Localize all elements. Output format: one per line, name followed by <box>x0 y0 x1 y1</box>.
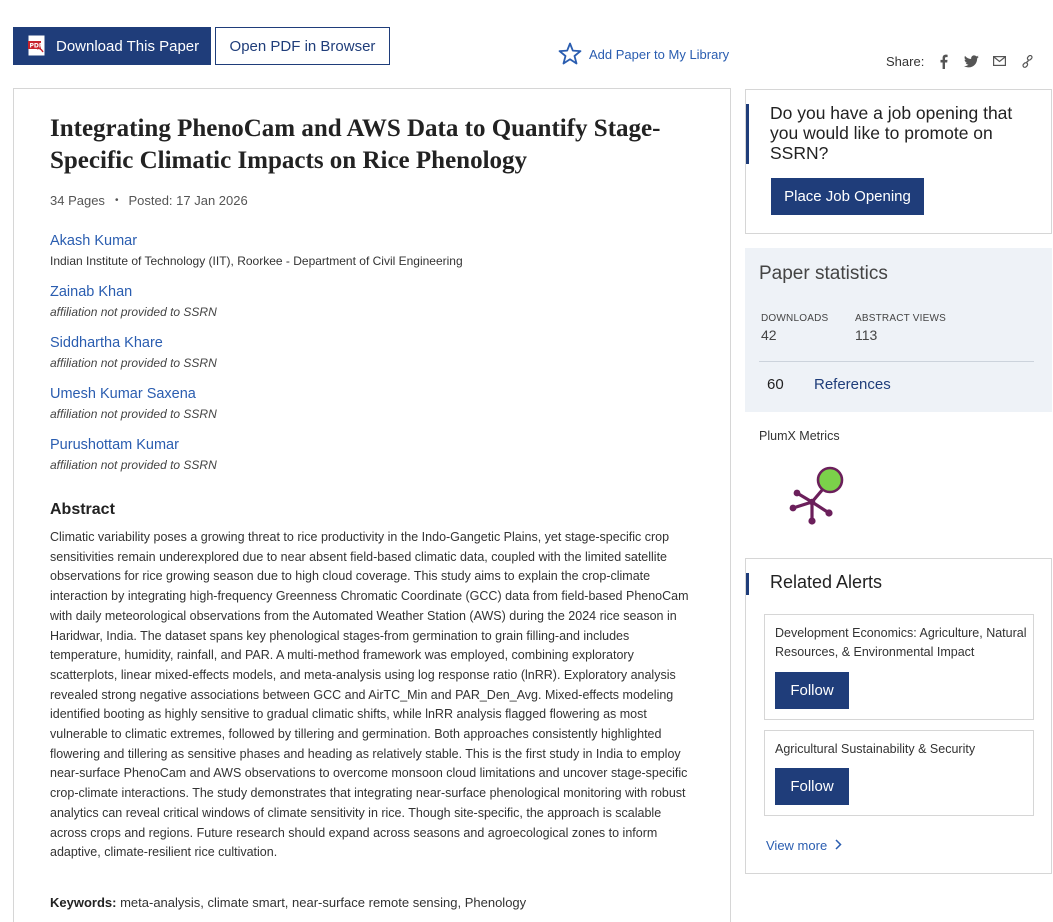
email-icon[interactable] <box>990 53 1008 69</box>
keywords-label: Keywords: <box>50 895 117 910</box>
author-name-link[interactable]: Siddhartha Khare <box>50 335 163 351</box>
author-list <box>50 232 463 487</box>
keywords-value: meta-analysis, climate smart, near-surface remote sensing, Phenology <box>120 895 527 910</box>
stats-title: Paper statistics <box>759 263 888 284</box>
paper-main-panel <box>13 88 731 922</box>
stats-divider <box>759 361 1034 362</box>
add-to-library-link[interactable] <box>558 42 729 66</box>
author-name-link[interactable]: Umesh Kumar Saxena <box>50 386 196 402</box>
link-icon[interactable] <box>1018 53 1036 69</box>
abstract-text: Climatic variability poses a growing threat to rice productivity in the Indo-Gangetic Plains, yet stage-specific crop sensitivities remain underexplored due to near absent field-based climatic data, coupled with the limited satellite observations for rice growing season due to high cloud coverage. This study aims to explain the crop-climate interaction by integrating high-frequency Greenness Chromatic Coordinate (GCC) data from field-based PhenoCam with daily meteorological observations from the Automated Weather Station (AWS) during the 2024 rice season in Haridwar, India. The dataset spans key phenological stages-from germination to grain filling-and includes temperature, humidity, rainfall, and PAR. A multi-method framework was employed, combining exploratory scatterplots, linear mixed-effects models, and meta-analysis using log response ratio (lnRR). Exploratory analysis revealed strong negative associations between GCC and AirTC_Min and PAR_Den_Avg. Mixed-effects modeling identified booting as highly sensitive to gradual climatic shifts, while lnRR analysis flagged flowering as most vulnerable to climatic extremes, followed by tillering and germination. Both approaches consistently highlighted flowering and tillering as sensitive phases and heading as relatively stable. This is the first study in India to employ near-surface PhenoCam and AWS observations to overcome monsoon cloud limitations and uncover stage-specific crop-climate interactions. The study demonstrates that integrating near-surface phenological monitoring with robust analytics can reveal critical windows of climate sensitivity in rice. Though site-specific, the approach is scalable across crops and regions. Future research should expand across seasons and agroecological zones to inform adaptive, climate-resilient rice cultivation. <box>50 530 689 860</box>
plumx-label: PlumX Metrics <box>759 429 840 443</box>
author-affiliation: affiliation not provided to SSRN <box>50 356 217 370</box>
author-name-link[interactable]: Zainab Khan <box>50 284 133 300</box>
job-promo-box <box>745 89 1052 234</box>
twitter-icon[interactable] <box>962 53 980 69</box>
share-label: Share: <box>886 53 925 69</box>
star-icon <box>558 42 582 66</box>
author-entry <box>50 232 463 269</box>
page-count: 34 Pages <box>50 193 105 208</box>
paper-statistics-box <box>745 248 1052 412</box>
accent-bar <box>746 104 749 164</box>
downloads-value: 42 <box>761 327 777 343</box>
open-pdf-label: Open PDF in Browser <box>229 37 376 55</box>
related-alerts-title: Related Alerts <box>770 572 883 592</box>
place-job-button[interactable] <box>771 178 924 215</box>
author-affiliation: affiliation not provided to SSRN <box>50 458 217 472</box>
related-alerts-box <box>745 558 1052 874</box>
follow-button[interactable] <box>775 768 849 805</box>
abstract-views-label: ABSTRACT VIEWS <box>855 313 946 324</box>
view-more-link[interactable] <box>766 837 842 853</box>
author-affiliation: Indian Institute of Technology (IIT), Roorkee - Department of Civil Engineering <box>50 254 463 268</box>
paper-title: Integrating PhenoCam and AWS Data to Quantify Stage-Specific Climatic Impacts on Rice Phenology <box>50 115 661 174</box>
author-affiliation: affiliation not provided to SSRN <box>50 305 217 319</box>
abstract-heading: Abstract <box>50 501 115 518</box>
open-pdf-button[interactable] <box>215 27 390 65</box>
alert-card <box>764 730 1034 816</box>
job-promo-text: Do you have a job opening that you would like to promote on SSRN? <box>770 103 1013 163</box>
download-paper-button[interactable] <box>13 27 211 65</box>
keywords-line <box>50 895 526 910</box>
accent-bar <box>746 573 749 595</box>
follow-label: Follow <box>790 778 834 795</box>
share-bar <box>886 53 1036 69</box>
references-link[interactable]: References <box>814 376 891 393</box>
references-count: 60 <box>767 376 784 393</box>
author-entry <box>50 334 463 371</box>
follow-label: Follow <box>790 682 834 699</box>
place-job-label: Place Job Opening <box>784 188 911 205</box>
downloads-label: DOWNLOADS <box>761 313 829 324</box>
alert-topic: Agricultural Sustainability & Security <box>775 742 976 756</box>
meta-separator: • <box>114 195 119 206</box>
paper-meta <box>50 193 248 208</box>
author-name-link[interactable]: Purushottam Kumar <box>50 437 179 453</box>
author-entry <box>50 436 463 473</box>
facebook-icon[interactable] <box>934 53 952 69</box>
chevron-right-icon <box>835 837 842 853</box>
author-entry <box>50 283 463 320</box>
alert-card <box>764 614 1034 720</box>
author-entry <box>50 385 463 422</box>
view-more-label: View more <box>766 837 828 853</box>
download-paper-label: Download This Paper <box>56 37 200 55</box>
author-name-link[interactable]: Akash Kumar <box>50 233 138 249</box>
add-to-library-label: Add Paper to My Library <box>589 46 730 62</box>
follow-button[interactable] <box>775 672 849 709</box>
author-affiliation: affiliation not provided to SSRN <box>50 407 217 421</box>
alert-topic: Development Economics: Agriculture, Natural Resources, & Environmental Impact <box>775 626 1027 659</box>
pdf-icon <box>28 35 48 57</box>
svg-text:PDF: PDF <box>29 42 43 50</box>
abstract-views-value: 113 <box>855 327 878 343</box>
posted-date: Posted: 17 Jan 2026 <box>128 193 248 208</box>
plumx-icon[interactable] <box>785 463 855 533</box>
